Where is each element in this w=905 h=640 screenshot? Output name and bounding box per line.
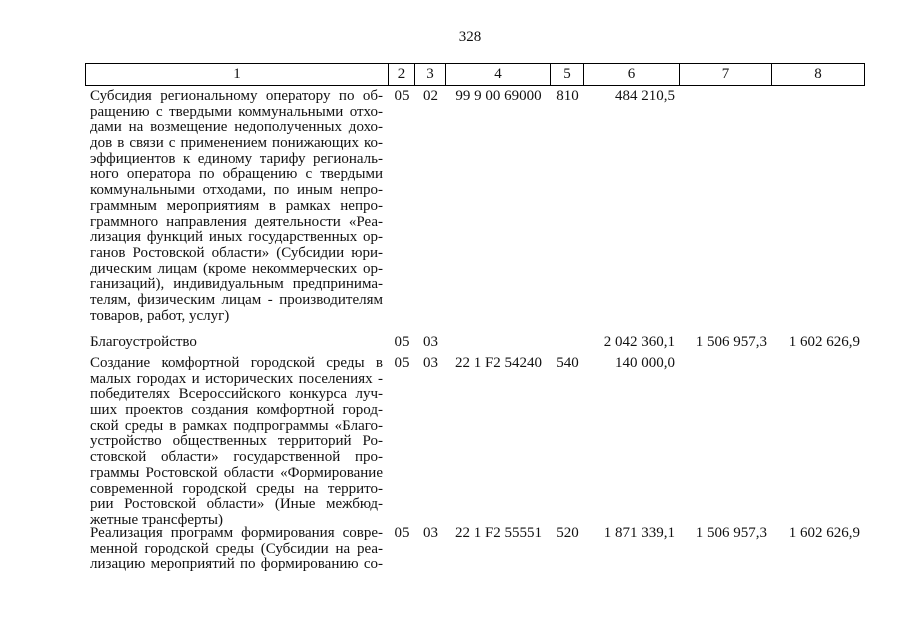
description-line — [90, 387, 383, 403]
description-line — [90, 293, 383, 309]
header-cell-2: 2 — [389, 64, 415, 85]
amount-cell-col7: 1 506 957,3 — [695, 525, 767, 541]
description-text: стовской области» государственной про- — [90, 449, 383, 466]
amount-cell-col8: 1 602 626,9 — [788, 525, 860, 541]
subsection-code-cell: 02 — [423, 88, 438, 104]
amount-cell-col8 — [772, 356, 865, 529]
description-text: коммунальными отходами, по иным непро- — [90, 182, 383, 199]
description-text: граммы Ростовской области «Формирование — [90, 464, 383, 481]
section-code-cell: 05 — [394, 88, 410, 104]
description-line — [90, 497, 383, 513]
description-line — [90, 246, 383, 262]
description-text: современной городской среды на террито- — [90, 480, 383, 497]
description-text: рии Ростовской области» (Иные межбюд- — [90, 496, 383, 513]
table-row — [86, 526, 865, 573]
page-number: 328 — [458, 29, 482, 45]
description-line — [90, 557, 383, 573]
section-code-cell: 05 — [394, 525, 410, 541]
description-line — [90, 277, 383, 293]
description-text: ращению с твердыми коммунальными отхо- — [90, 103, 383, 120]
table-row — [86, 335, 865, 351]
amount-cell-col6: 140 000,0 — [615, 355, 675, 371]
description-line — [90, 434, 383, 450]
description-text: победителях Всероссийского конкурса луч- — [90, 386, 383, 403]
description-line — [90, 419, 383, 435]
description-text: ших проектов создания комфортной город- — [90, 402, 383, 419]
description-text: малых городах и исторических поселениях - — [90, 370, 383, 387]
target-article-cell — [446, 335, 551, 351]
section-code-cell: 05 — [394, 334, 410, 350]
description-text: Благоустройство — [90, 334, 197, 350]
description-text: жетные трансферты) — [90, 511, 223, 528]
header-cell-6: 6 — [584, 64, 680, 85]
description-line — [90, 526, 383, 542]
subsection-code-cell: 03 — [423, 525, 438, 541]
description-cell — [86, 335, 389, 351]
subsection-code-cell: 03 — [423, 355, 438, 371]
description-line — [90, 105, 383, 121]
target-article-cell: 22 1 F2 55551 — [454, 525, 543, 541]
description-line — [90, 183, 383, 199]
table-row — [86, 89, 865, 324]
description-line — [90, 309, 383, 325]
description-text: граммного направления деятельности «Реа- — [90, 213, 383, 230]
description-text: дическим лицам (кроме некоммерческих ор- — [90, 260, 383, 277]
header-cell-3: 3 — [415, 64, 446, 85]
description-cell — [86, 526, 389, 573]
description-text: ской среды в рамках подпрограммы «Благо- — [90, 417, 383, 434]
description-text: Создание комфортной городской среды в — [90, 355, 383, 371]
section-code-cell: 05 — [394, 355, 410, 371]
amount-cell-col6: 1 871 339,1 — [603, 525, 675, 541]
amount-cell-col6: 484 210,5 — [615, 88, 675, 104]
description-text: ганизаций), индивидуальным предпринима- — [90, 276, 383, 293]
description-text: дами на возмещение недополученных дохо- — [90, 119, 383, 136]
table-row — [86, 356, 865, 529]
description-text: ганов Ростовской области» (Субсидии юри- — [90, 244, 383, 261]
amount-cell-col7 — [680, 356, 772, 529]
header-cell-8: 8 — [772, 64, 865, 85]
amount-cell-col6: 2 042 360,1 — [603, 334, 675, 350]
description-cell — [86, 356, 389, 529]
description-text: устройство общественных территорий Ро- — [90, 433, 383, 450]
description-line — [90, 466, 383, 482]
description-line — [90, 215, 383, 231]
description-text: менной городской среды (Субсидии на реа- — [90, 540, 383, 557]
header-cell-5: 5 — [551, 64, 584, 85]
amount-cell-col8 — [772, 89, 865, 324]
description-line — [90, 262, 383, 278]
description-text: эффициентов к единому тарифу региональ- — [90, 150, 383, 167]
description-line — [90, 89, 383, 105]
target-article-cell: 22 1 F2 54240 — [454, 355, 543, 371]
table-header — [85, 63, 865, 86]
description-cell — [86, 89, 389, 324]
description-line — [90, 335, 383, 351]
description-line — [90, 356, 383, 372]
subsection-code-cell: 03 — [423, 334, 438, 350]
description-text: Реализация программ формирования совре- — [90, 525, 383, 541]
expense-type-cell — [551, 335, 584, 351]
description-text: товаров, работ, услуг) — [90, 307, 230, 324]
description-line — [90, 152, 383, 168]
amount-cell-col7 — [680, 89, 772, 324]
header-cell-4: 4 — [446, 64, 551, 85]
amount-cell-col7: 1 506 957,3 — [695, 334, 767, 350]
description-text: лизацию мероприятий по формированию со- — [90, 556, 383, 573]
target-article-cell: 99 9 00 69000 — [455, 88, 542, 104]
expense-type-cell: 520 — [556, 525, 579, 541]
description-line — [90, 199, 383, 215]
description-line — [90, 230, 383, 246]
description-line — [90, 136, 383, 152]
description-text: телям, физическим лицам - производителям — [90, 291, 383, 308]
description-text: граммным мероприятиям в рамках непро- — [90, 197, 383, 214]
description-line — [90, 450, 383, 466]
description-line — [90, 482, 383, 498]
expense-type-cell: 540 — [556, 355, 579, 371]
header-cell-1: 1 — [86, 64, 389, 85]
description-line — [90, 372, 383, 388]
description-line — [90, 542, 383, 558]
amount-cell-col8: 1 602 626,9 — [788, 334, 860, 350]
expense-type-cell: 810 — [556, 88, 579, 104]
description-text: Субсидия региональному оператору по об- — [90, 88, 383, 104]
description-text: лизация функций иных государственных ор- — [90, 229, 383, 246]
description-text: ного оператора по обращению с твердыми — [90, 166, 383, 183]
description-line — [90, 403, 383, 419]
description-text: дов в связи с применением понижающих ко- — [90, 135, 383, 152]
description-line — [90, 167, 383, 183]
header-cell-7: 7 — [680, 64, 772, 85]
description-line — [90, 120, 383, 136]
